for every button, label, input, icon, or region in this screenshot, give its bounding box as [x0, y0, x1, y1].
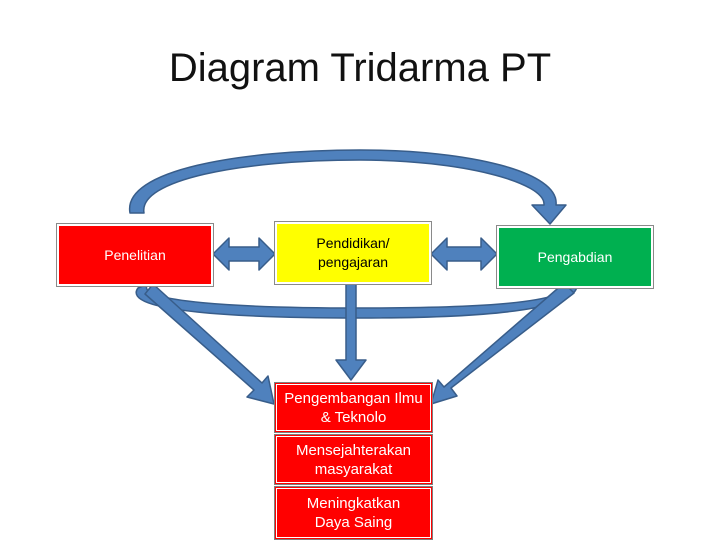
diagonal-arrow-left: [145, 284, 274, 404]
double-arrow-right: [431, 238, 497, 270]
top-curved-arrow: [130, 150, 566, 224]
outcome-label: Mensejahterakan masyarakat: [295, 441, 412, 478]
outcome-label: Meningkatkan Daya Saing: [306, 495, 401, 531]
pengabdian-label: Pengabdian: [537, 248, 613, 265]
down-arrow-center: [336, 284, 366, 380]
pendidikan-label: Pendidikan/ pengajaran: [316, 235, 390, 270]
double-arrow-left: [213, 238, 275, 270]
outcome-box: [274, 382, 433, 433]
penelitian-box: [57, 224, 213, 286]
diagonal-arrow-right: [431, 283, 574, 404]
pendidikan-box: [275, 222, 431, 284]
outcome-box: [274, 434, 433, 485]
outcome-box: [274, 486, 433, 540]
outcome-label: Pengembangan Ilmu & Teknolo: [284, 389, 423, 426]
penelitian-label: Penelitian: [104, 246, 166, 263]
pengabdian-box: [497, 226, 653, 288]
diagram-title: Diagram Tridarma PT: [168, 46, 552, 90]
